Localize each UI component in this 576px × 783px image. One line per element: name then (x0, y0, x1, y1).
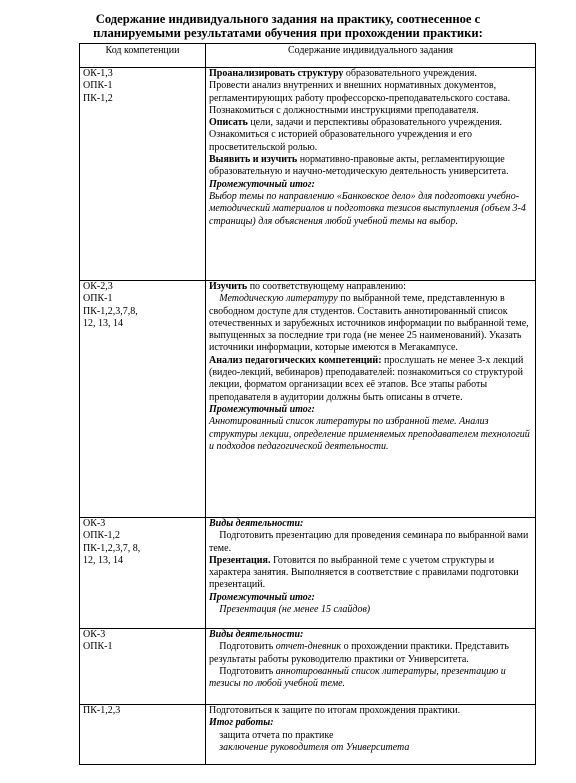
text-run (209, 604, 219, 615)
header-code: Код компетенции (80, 44, 206, 68)
competence-code: ОПК-1 (83, 293, 113, 305)
task-paragraph (209, 742, 532, 754)
task-paragraph (209, 666, 532, 691)
title-line: Содержание индивидуального задания на практику, соотнесенное с (95, 12, 481, 26)
task-paragraph (209, 604, 532, 616)
text-run: Презентация (не менее 15 слайдов) (209, 604, 360, 616)
text-run: Итог работы: (209, 717, 274, 729)
table-body (80, 68, 536, 765)
competence-code: ОК-1,3 (83, 68, 113, 79)
table-row (80, 629, 536, 705)
task-paragraph (209, 530, 532, 555)
competence-code: 12, 13, 14 (83, 317, 123, 329)
text-run: Изучить (209, 281, 248, 292)
text-run: Готовится по выбранной теме с учетом структуры и характера занятия. Выполняется в соответствие с правилами подготовки презентаций. (209, 554, 519, 591)
table-header-row (80, 44, 536, 68)
header-content: Содержание индивидуального задания (206, 44, 536, 68)
text-run: по выбранной теме, представленную в свободном доступе для студентов. Составить аннотированный список отечественных и зарубежных источников информации по выбранной теме, выпущенных за последние три года (не менее 25 наименований). Указать источники информации, которые имеются в Мегакампусе. (209, 293, 529, 354)
text-run: Презентация. (209, 554, 271, 566)
task-paragraph (209, 179, 532, 191)
competence-code-cell (80, 281, 206, 518)
task-content-cell (206, 629, 536, 705)
text-run: Подготовить (209, 641, 266, 653)
text-run: Подготовить презентацию для проведения семинара по выбранной вами теме. (209, 530, 519, 554)
competence-code-cell (80, 705, 206, 765)
page-title (60, 12, 516, 40)
text-run: о прохождении практики. Представить (330, 641, 499, 653)
task-paragraph (209, 641, 532, 653)
task-paragraph (209, 68, 532, 80)
title-line: планируемыми результатами обучения при прохождении практики: (93, 26, 483, 40)
task-paragraph (209, 730, 532, 742)
competence-code: ПК-1,2,3 (83, 705, 121, 716)
task-paragraph (209, 191, 532, 228)
text-run: прослушать не менее 3-х лекций (видео-лекций, вебинаров) преподавателей: познакомиться со структурой лекции, форматом организации всех её этапов. Все этапы работы преподавателя в аудитории должны быть описаны в отчете. (209, 354, 524, 403)
task-paragraph (209, 293, 532, 354)
text-run: результаты работы руководителю практики от Университета. (209, 653, 469, 665)
text-run (209, 293, 219, 304)
competence-code: ПК-1,2 (83, 92, 113, 104)
task-paragraph (209, 629, 532, 641)
competence-code-cell (80, 629, 206, 705)
task-paragraph (209, 518, 532, 530)
competence-code: ОК-3 (83, 629, 106, 640)
task-paragraph (209, 154, 532, 179)
table-row (80, 705, 536, 765)
text-run: образовательного учреждения. (343, 68, 477, 79)
task-paragraph (209, 404, 532, 416)
task-paragraph (209, 654, 532, 666)
task-paragraph (209, 705, 532, 717)
text-run: нормативно-правовые акты, регламентирующие образовательную и научно-методическую деятельность университета. (209, 154, 509, 178)
text-run: Выявить и изучить (209, 154, 298, 166)
task-paragraph (209, 281, 532, 293)
competence-code: ОПК-1 (83, 80, 113, 92)
text-run: Виды деятельности: (209, 629, 304, 640)
table-row (80, 68, 536, 281)
table-row (80, 281, 536, 518)
competence-code-cell (80, 518, 206, 629)
text-run: Промежуточный итог: (209, 403, 315, 415)
text-run: Подготовить (209, 665, 266, 677)
task-paragraph (209, 117, 532, 154)
text-run: Аннотированный список литературы по избранной теме. Анализ структуры лекции, определение применяемых преподавателем технологий и подходов педагогической деятельности. (209, 416, 530, 452)
task-content-cell (206, 518, 536, 629)
text-run: аннотированный список литературы, презентацию и тезисы по любой учебной теме. (209, 665, 530, 690)
competence-code: ОК-3 (83, 518, 106, 529)
task-paragraph (209, 555, 532, 592)
task-paragraph (209, 416, 532, 453)
task-paragraph (209, 80, 532, 117)
task-content-cell (206, 705, 536, 765)
task-content-cell (206, 68, 536, 281)
competence-code: ПК-1,2,3,7, 8, (83, 542, 141, 554)
text-run: Провести анализ внутренних и внешних нормативных документов, регламентирующих работу профессорско-преподавательского состава. Познакомиться с должностными инструкциями преподавателя. (209, 80, 511, 116)
text-run (209, 742, 219, 753)
competence-code: ПК-1,2,3,7,8, (83, 305, 138, 317)
text-run: по соответствующему направлению: (247, 281, 406, 292)
competence-code: ОПК-1 (83, 641, 113, 653)
text-run: Выбор темы по направлению «Банковское дело» для подготовки учебно-методический материалов и подготовка тезисов выступления (объем 3-4 страницы) для объяснения любой учебной темы на выбор. (209, 190, 526, 227)
text-run: Методическую литературу (209, 293, 328, 305)
task-paragraph (209, 717, 532, 729)
task-paragraph (209, 592, 532, 604)
text-run: отчет-дневник (265, 641, 331, 653)
text-run: защита отчета по практике (209, 729, 324, 741)
text-run: цели, задачи и перспективы образовательного учреждения. Ознакомиться с историей образовательного учреждения и его просветительской ролью. (209, 117, 503, 153)
text-run: заключение руководителя от Университета (209, 741, 400, 753)
competence-code: ОК-2,3 (83, 281, 113, 292)
task-paragraph (209, 355, 532, 404)
text-run: Подготовиться к защите по итогам прохождения практики. (209, 705, 461, 716)
text-run: Анализ педагогических компетенций: (209, 354, 382, 366)
text-run: Виды деятельности: (209, 518, 304, 529)
task-content-cell (206, 281, 536, 518)
text-run: Описать (209, 117, 248, 129)
competence-code-cell (80, 68, 206, 281)
text-run: Промежуточный итог: (209, 178, 315, 190)
competence-code: 12, 13, 14 (83, 554, 123, 566)
text-run: Промежуточный итог: (209, 591, 315, 603)
competence-code: ОПК-1,2 (83, 530, 120, 542)
table-row (80, 518, 536, 629)
task-table (79, 43, 536, 765)
text-run: Проанализировать структуру (209, 68, 344, 79)
